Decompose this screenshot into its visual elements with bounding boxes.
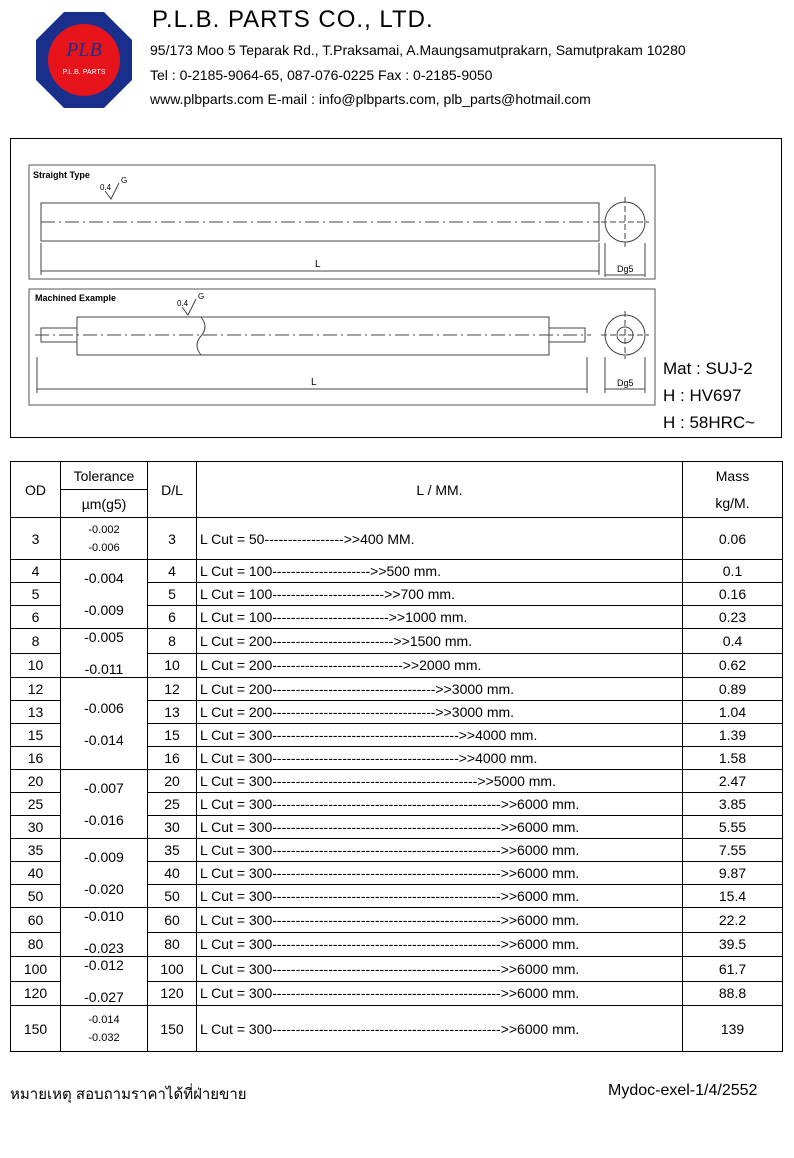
cell-lcut: L Cut = 300---------------------------------------->>4000 mm.: [197, 724, 683, 747]
straight-length-label: L: [315, 259, 321, 270]
footer-note: หมายเหตุ สอบถามราคาได้ที่ฝ่ายขาย: [10, 1086, 247, 1103]
cell-dl: 15: [148, 724, 197, 747]
cell-od: 10: [11, 653, 61, 678]
cell-od: 80: [11, 932, 61, 957]
cell-tolerance: -0.012 -0.027: [61, 957, 148, 1006]
header-tolerance: Tolerance: [61, 462, 148, 490]
cell-od: 120: [11, 981, 61, 1006]
cell-lcut: L Cut = 300-------------------------------------------->>5000 mm.: [197, 770, 683, 793]
cell-lcut: L Cut = 300---------------------------------------->>4000 mm.: [197, 747, 683, 770]
cell-dl: 3: [148, 518, 197, 560]
header-length: L / MM.: [197, 462, 683, 518]
straight-end-view: [601, 197, 649, 277]
cell-mass: 139: [683, 1006, 783, 1052]
cell-dl: 5: [148, 583, 197, 606]
cell-dl: 80: [148, 932, 197, 957]
cell-dl: 13: [148, 701, 197, 724]
table-row: [11, 839, 783, 862]
cell-dl: 40: [148, 862, 197, 885]
table-header-row: [11, 462, 783, 490]
table-row: [11, 770, 783, 793]
table-row: [11, 629, 783, 654]
cell-mass: 61.7: [683, 957, 783, 982]
cell-dl: 12: [148, 678, 197, 701]
cell-lcut: L Cut = 300------------------------------------------------->>6000 mm.: [197, 981, 683, 1006]
cell-dl: 120: [148, 981, 197, 1006]
cell-mass: 0.4: [683, 629, 783, 654]
hardness-hrc: H : 58HRC~: [663, 413, 756, 432]
cell-od: 6: [11, 606, 61, 629]
cell-od: 60: [11, 908, 61, 933]
table-row: [11, 678, 783, 701]
cell-mass: 88.8: [683, 981, 783, 1006]
cell-tolerance: -0.014 -0.032: [61, 1006, 148, 1052]
cell-od: 4: [11, 560, 61, 583]
cell-mass: 22.2: [683, 908, 783, 933]
document-reference: Mydoc-exel-1/4/2552: [608, 1082, 758, 1099]
straight-roughness-g: G: [121, 176, 128, 185]
cell-od: 15: [11, 724, 61, 747]
cell-lcut: L Cut = 300------------------------------------------------->>6000 mm.: [197, 1006, 683, 1052]
cell-lcut: L Cut = 300------------------------------------------------->>6000 mm.: [197, 957, 683, 982]
cell-lcut: L Cut = 200---------------------------->>2000 mm.: [197, 653, 683, 678]
cell-lcut: L Cut = 200----------------------------------->>3000 mm.: [197, 678, 683, 701]
machined-example-label: Machined Example: [35, 293, 117, 303]
company-name: P.L.B. PARTS CO., LTD.: [152, 6, 434, 33]
company-address: 95/173 Moo 5 Teparak Rd., T.Praksamai, A.Maungsamutprakarn, Samutprakam 10280: [150, 42, 686, 58]
cell-lcut: L Cut = 100--------------------->>500 mm.: [197, 560, 683, 583]
cell-lcut: L Cut = 300------------------------------------------------->>6000 mm.: [197, 862, 683, 885]
material-spec: Mat : SUJ-2: [663, 359, 753, 378]
cell-lcut: L Cut = 50----------------->>400 MM.: [197, 518, 683, 560]
cell-tolerance: -0.009 -0.020: [61, 839, 148, 908]
cell-lcut: L Cut = 100------------------------>>700 mm.: [197, 583, 683, 606]
cell-tolerance: -0.005 -0.011: [61, 629, 148, 678]
cell-mass: 0.06: [683, 518, 783, 560]
company-phone: Tel : 0-2185-9064-65, 087-076-0225 Fax : 0-2185-9050: [150, 67, 493, 83]
cell-lcut: L Cut = 200----------------------------------->>3000 mm.: [197, 701, 683, 724]
cell-tolerance: -0.007 -0.016: [61, 770, 148, 839]
cell-mass: 0.16: [683, 583, 783, 606]
header-mass: Mass: [683, 462, 783, 490]
hardness-hv: H : HV697: [663, 386, 742, 405]
technical-drawing: [10, 138, 782, 438]
cell-lcut: L Cut = 300------------------------------------------------->>6000 mm.: [197, 908, 683, 933]
cell-lcut: L Cut = 300------------------------------------------------->>6000 mm.: [197, 932, 683, 957]
cell-mass: 3.85: [683, 793, 783, 816]
cell-mass: 9.87: [683, 862, 783, 885]
cell-od: 50: [11, 885, 61, 908]
table-row: [11, 560, 783, 583]
cell-dl: 16: [148, 747, 197, 770]
logo-text: PLB: [66, 39, 102, 61]
table-row: [11, 518, 783, 560]
company-logo: [36, 12, 132, 108]
machined-length-label: L: [311, 377, 317, 388]
cell-od: 40: [11, 862, 61, 885]
cell-od: 30: [11, 816, 61, 839]
cell-mass: 0.89: [683, 678, 783, 701]
cell-od: 13: [11, 701, 61, 724]
cell-od: 8: [11, 629, 61, 654]
machined-shaft: [35, 292, 591, 393]
cell-tolerance: -0.006 -0.014: [61, 678, 148, 770]
machined-end-view: [601, 311, 649, 393]
cell-mass: 5.55: [683, 816, 783, 839]
cell-dl: 25: [148, 793, 197, 816]
cell-dl: 35: [148, 839, 197, 862]
cell-mass: 0.62: [683, 653, 783, 678]
cell-tolerance: -0.010 -0.023: [61, 908, 148, 957]
table-row: [11, 1006, 783, 1052]
cell-mass: 0.23: [683, 606, 783, 629]
cell-od: 25: [11, 793, 61, 816]
cell-dl: 8: [148, 629, 197, 654]
cell-lcut: L Cut = 300------------------------------------------------->>6000 mm.: [197, 816, 683, 839]
cell-lcut: L Cut = 300------------------------------------------------->>6000 mm.: [197, 885, 683, 908]
cell-lcut: L Cut = 100------------------------->>1000 mm.: [197, 606, 683, 629]
straight-dia-label: Dg5: [617, 264, 634, 274]
cell-lcut: L Cut = 300------------------------------------------------->>6000 mm.: [197, 793, 683, 816]
cell-od: 12: [11, 678, 61, 701]
cell-tolerance: -0.004 -0.009: [61, 560, 148, 629]
straight-roughness: 0.4: [100, 183, 112, 192]
cell-dl: 60: [148, 908, 197, 933]
header-tolerance-unit: µm(g5): [61, 490, 148, 518]
cell-mass: 2.47: [683, 770, 783, 793]
cell-dl: 6: [148, 606, 197, 629]
cell-mass: 1.39: [683, 724, 783, 747]
cell-od: 3: [11, 518, 61, 560]
spec-table: [10, 461, 783, 1052]
table-row: [11, 908, 783, 933]
cell-mass: 1.58: [683, 747, 783, 770]
cell-mass: 0.1: [683, 560, 783, 583]
machined-dia-label: Dg5: [617, 378, 634, 388]
cell-dl: 150: [148, 1006, 197, 1052]
straight-shaft: [41, 176, 599, 275]
cell-mass: 7.55: [683, 839, 783, 862]
logo-subtext: P.L.B. PARTS: [62, 69, 106, 76]
cell-lcut: L Cut = 300------------------------------------------------->>6000 mm.: [197, 839, 683, 862]
cell-dl: 30: [148, 816, 197, 839]
header-dl: D/L: [148, 462, 197, 518]
cell-tolerance: -0.002 -0.006: [61, 518, 148, 560]
cell-od: 5: [11, 583, 61, 606]
company-web-email: www.plbparts.com E-mail : info@plbparts.com, plb_parts@hotmail.com: [150, 91, 591, 107]
cell-dl: 4: [148, 560, 197, 583]
cell-dl: 100: [148, 957, 197, 982]
cell-dl: 50: [148, 885, 197, 908]
cell-mass: 39.5: [683, 932, 783, 957]
straight-type-label: Straight Type: [33, 170, 90, 180]
cell-od: 150: [11, 1006, 61, 1052]
cell-dl: 10: [148, 653, 197, 678]
machined-roughness-g: G: [198, 292, 205, 301]
cell-od: 100: [11, 957, 61, 982]
cell-od: 16: [11, 747, 61, 770]
header-od: OD: [11, 462, 61, 518]
cell-mass: 1.04: [683, 701, 783, 724]
machined-roughness: 0.4: [177, 299, 189, 308]
cell-dl: 20: [148, 770, 197, 793]
cell-lcut: L Cut = 200-------------------------->>1500 mm.: [197, 629, 683, 654]
cell-od: 20: [11, 770, 61, 793]
cell-od: 35: [11, 839, 61, 862]
table-row: [11, 957, 783, 982]
header-mass-unit: kg/M.: [683, 490, 783, 518]
cell-mass: 15.4: [683, 885, 783, 908]
